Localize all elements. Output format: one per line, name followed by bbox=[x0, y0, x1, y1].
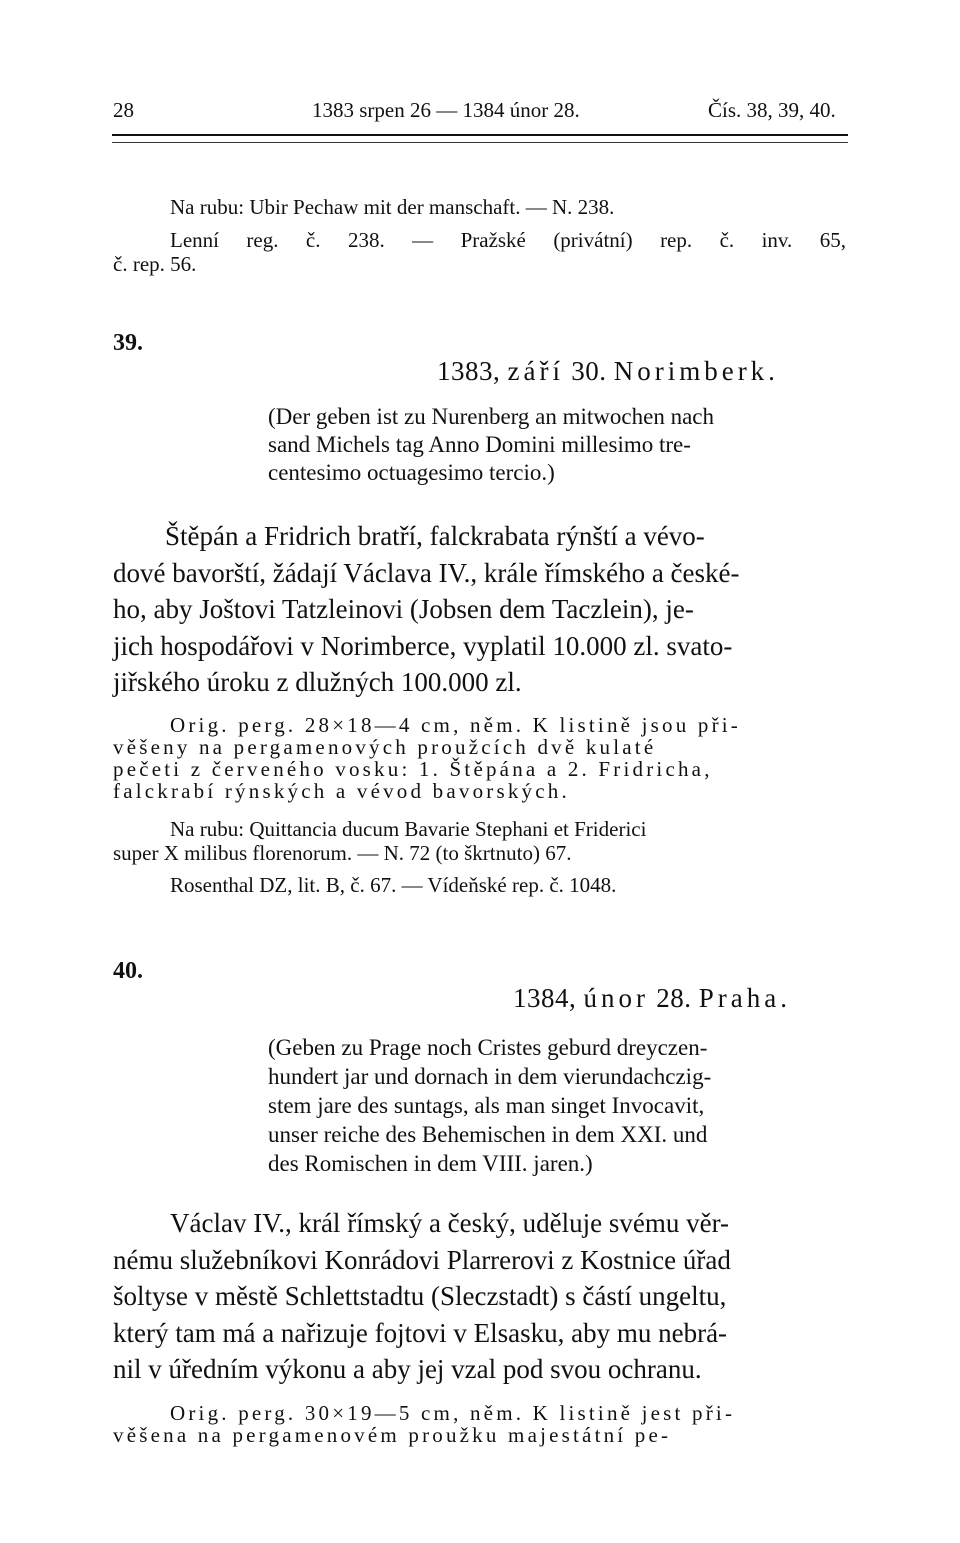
german-dating-clause-39 bbox=[268, 403, 714, 487]
date-year: 1383, bbox=[437, 356, 501, 386]
regest-line: který tam má a nařizuje fojtovi v Elsasku, aby mu nebrá- bbox=[113, 1317, 728, 1348]
date-year: 1384, bbox=[513, 983, 577, 1013]
regest-line: jiřského úroku z dlužných 100.000 zl. bbox=[113, 667, 522, 697]
header-rule bbox=[112, 134, 848, 136]
document-number-40: 40. bbox=[113, 958, 143, 984]
registry-note-38-line2: č. rep. 56. bbox=[113, 252, 197, 276]
german-line: centesimo octuagesimo tercio.) bbox=[268, 460, 555, 485]
description-line: věšena na pergamenovém proužku majestátní pe- bbox=[113, 1423, 672, 1447]
german-line: sand Michels tag Anno Domini millesimo tre- bbox=[268, 432, 691, 457]
date-month: únor bbox=[583, 983, 649, 1013]
description-line: věšeny na pergamenových proužcích dvě kulaté bbox=[113, 735, 657, 759]
page-number: 28 bbox=[113, 98, 134, 122]
reference-note-39: Rosenthal DZ, lit. B, č. 67. — Vídeňské rep. č. 1048. bbox=[170, 873, 617, 897]
dateline-40 bbox=[513, 983, 791, 1014]
document-number-39: 39. bbox=[113, 330, 143, 356]
regest-line: nil v úředním výkonu a aby jej vzal pod svou ochranu. bbox=[113, 1354, 702, 1384]
regest-line: dové bavorští, žádají Václava IV., krále římského a české- bbox=[113, 557, 740, 588]
german-dating-clause-40 bbox=[268, 1033, 711, 1178]
german-line: (Der geben ist zu Nurenberg an mitwochen nach bbox=[268, 404, 714, 429]
header-rule-thin bbox=[112, 142, 848, 143]
german-line: unser reiche des Behemischen in dem XXI. und bbox=[268, 1122, 708, 1147]
verso-note-38: Na rubu: Ubir Pechaw mit der manschaft. — N. 238. bbox=[170, 195, 615, 219]
dateline-39 bbox=[437, 356, 779, 387]
regest-39 bbox=[113, 518, 740, 701]
regest-line: šoltyse v městě Schlettstadtu (Sleczstadt) s částí ungeltu, bbox=[113, 1281, 727, 1311]
german-line: hundert jar und dornach in dem vierundachczig- bbox=[268, 1064, 712, 1089]
german-line: des Romischen in dem VIII. jaren.) bbox=[268, 1151, 593, 1176]
description-line: Orig. perg. 30×19—5 cm, něm. K listině jest při- bbox=[170, 1401, 736, 1425]
german-line: stem jare des suntags, als man singet Invocavit, bbox=[268, 1093, 705, 1118]
regest-line: ho, aby Joštovi Tatzleinovi (Jobsen dem Taczlein), je- bbox=[113, 594, 694, 624]
date-place: Praha. bbox=[698, 983, 791, 1013]
regest-line: Štěpán a Fridrich bratří, falckrabata rýnští a vévo- bbox=[165, 521, 705, 551]
registry-note-38-line1: Lenní reg. č. 238. — Pražské (privátní) rep. č. inv. 65, bbox=[170, 228, 846, 252]
regest-line: nému služebníkovi Konrádovi Plarrerovi z Kostnice úřad bbox=[113, 1244, 731, 1275]
regest-40 bbox=[113, 1205, 731, 1388]
description-line: Orig. perg. 28×18—4 cm, něm. K listině jsou při- bbox=[170, 713, 742, 737]
regest-line: Václav IV., král římský a český, uděluje svému věr- bbox=[170, 1208, 730, 1238]
date-day: 28. bbox=[656, 983, 692, 1013]
date-day: 30. bbox=[571, 356, 607, 386]
description-line: falckrabí rýnských a vévod bavorských. bbox=[113, 779, 570, 803]
physical-description-39 bbox=[113, 714, 741, 802]
document-numbers: Čís. 38, 39, 40. bbox=[708, 98, 836, 122]
description-line: pečeti z červeného vosku: 1. Štěpána a 2. Fridricha, bbox=[113, 757, 713, 781]
regest-line: jich hospodářovi v Norimberce, vyplatil 10.000 zl. svato- bbox=[113, 630, 733, 661]
date-place: Norimberk. bbox=[613, 356, 779, 386]
date-month: září bbox=[507, 356, 564, 386]
verso-note-39-line1: Na rubu: Quittancia ducum Bavarie Stephani et Friderici bbox=[170, 817, 647, 841]
running-title: 1383 srpen 26 — 1384 únor 28. bbox=[312, 98, 580, 122]
physical-description-40 bbox=[113, 1402, 735, 1446]
verso-note-39-line2: super X milibus florenorum. — N. 72 (to škrtnuto) 67. bbox=[113, 841, 572, 865]
german-line: (Geben zu Prage noch Cristes geburd dreyczen- bbox=[268, 1035, 708, 1060]
